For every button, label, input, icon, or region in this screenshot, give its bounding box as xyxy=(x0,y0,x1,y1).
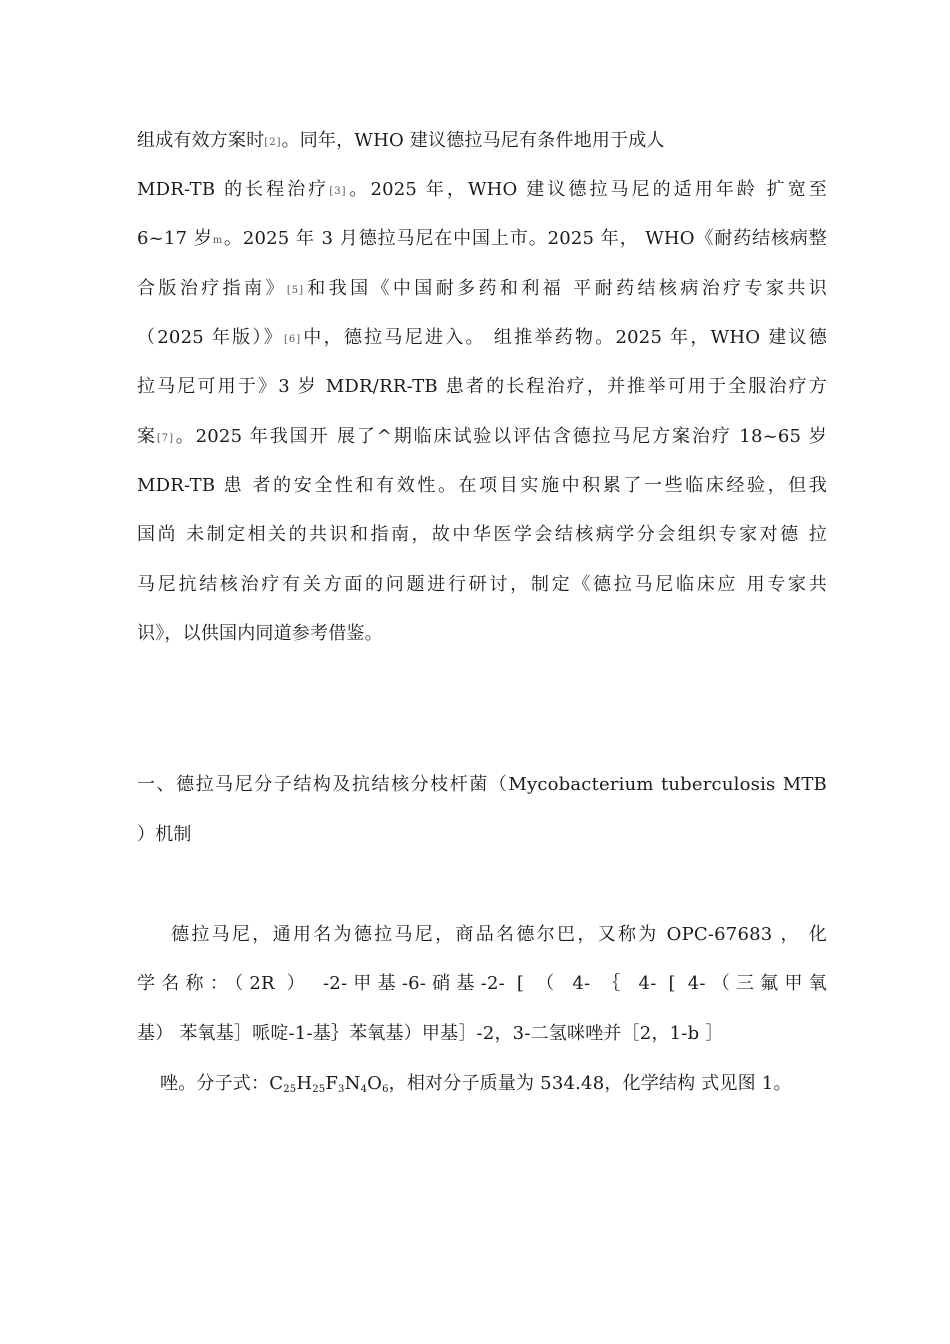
text-line: 拉马尼可用于》3 岁 MDR/RR-TB 患者的长程治疗，并推举可用于全服治疗方 xyxy=(137,376,827,397)
text-line: 合版治疗指南》[5]和我国《中国耐多药和利福 平耐药结核病治疗专家共识 xyxy=(137,278,827,299)
formula-element: F xyxy=(325,1073,339,1094)
formula-subscript: 6 xyxy=(382,1084,389,1095)
citation-ref: [6] xyxy=(284,334,302,345)
heading-line: 一、德拉马尼分子结构及抗结核分枝杆菌（Mycobacterium tuberculosis MTB xyxy=(137,774,827,795)
citation-ref: [2] xyxy=(264,137,282,148)
text-line: 国尚 未制定相关的共识和指南，故中华医学会结核病学分会组织专家对德 拉 xyxy=(137,524,827,545)
formula-subscript: 3 xyxy=(338,1084,345,1095)
citation-ref: [5] xyxy=(286,285,305,296)
text-line: 6~17 岁m。2025 年 3 月德拉马尼在中国上市。2025 年， WHO《耐药结核病整 xyxy=(137,228,827,249)
citation-ref: [3] xyxy=(329,186,347,197)
text-line: 德拉马尼，通用名为德拉马尼，商品名德尔巴，又称为 OPC-67683 ， 化 xyxy=(171,924,827,945)
formula-element: O xyxy=(367,1073,383,1094)
text-line: MDR-TB 患 者的安全性和有效性。在项目实施中积累了一些临床经验，但我 xyxy=(137,475,827,496)
text-line: 学名称：（2R ） -2-甲基-6-硝基-2- [ （ 4- ｛ 4- [ 4-（三氟甲氧 xyxy=(137,973,827,994)
formula-element: N xyxy=(344,1073,361,1094)
text-line: MDR-TB 的长程治疗[3]。2025 年，WHO 建议德拉马尼的适用年龄 扩宽至 xyxy=(137,179,827,200)
text-line: 案[7]。2025 年我国开 展了^期临床试验以评估含德拉马尼方案治疗 18~65 岁 xyxy=(137,426,828,447)
text-line: 识》，以供国内同道参考借鉴。 xyxy=(137,623,383,644)
citation-ref: m xyxy=(212,235,224,246)
formula-subscript: 25 xyxy=(312,1084,326,1095)
formula-subscript: 4 xyxy=(360,1084,368,1095)
formula-subscript: 25 xyxy=(283,1084,297,1095)
heading-line: ）机制 xyxy=(137,824,192,845)
citation-ref: [7] xyxy=(156,433,175,444)
text-line: 基） 苯氧基］哌啶-1-基｝苯氧基）甲基］-2，3-二氢咪唑并［2，1-b ］ xyxy=(137,1023,724,1044)
text-line: 组成有效方案时[2]。同年，WHO 建议德拉马尼有条件地用于成人 xyxy=(137,130,665,151)
text-line: （2025 年版）》[6]中，德拉马尼进入。 组推举药物。2025 年，WHO 建议德 xyxy=(137,327,828,348)
text-line: 马尼抗结核治疗有关方面的问题进行研讨，制定《德拉马尼临床应 用专家共 xyxy=(137,574,827,595)
text-line: 唑。分子式：$C_{25}H_{25}F_3N_4O_6$，相对分子质量为 534.48，化学结构 式见图 1。 xyxy=(160,1073,792,1095)
formula-element: H xyxy=(296,1073,313,1094)
formula-element: C xyxy=(269,1073,284,1094)
molecular-formula xyxy=(269,1073,388,1094)
